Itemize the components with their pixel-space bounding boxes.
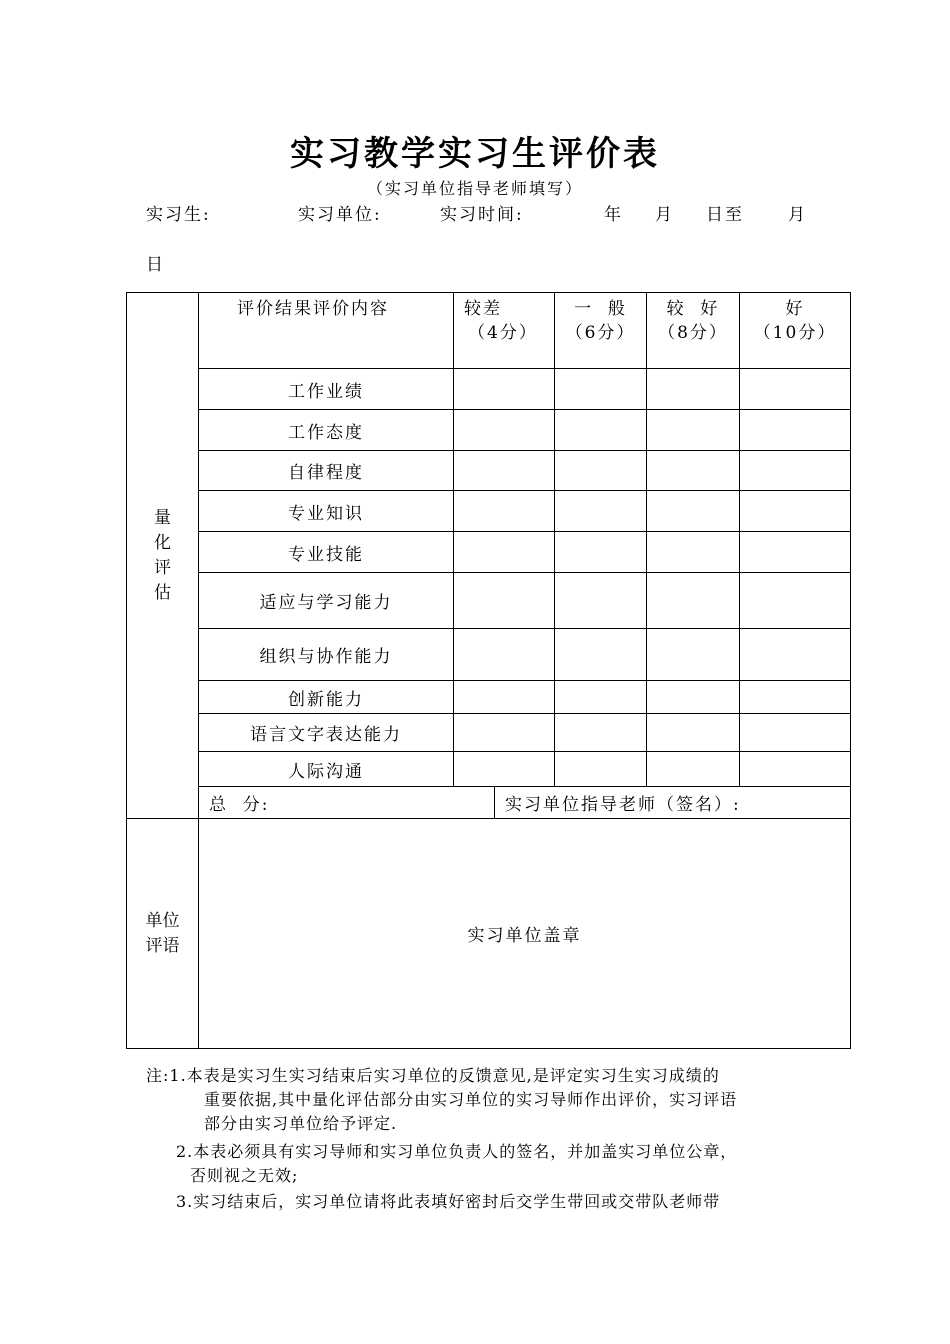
total-score-label: 总 分: [209, 795, 270, 815]
item-label: 创新能力 [199, 681, 454, 714]
grade-poor-cell [454, 293, 555, 369]
grade-fair-score: （6分） [565, 323, 636, 343]
table-row [127, 451, 851, 491]
score-cell[interactable] [740, 451, 851, 491]
notes-prefix: 注: [146, 1066, 170, 1085]
score-cell[interactable] [647, 451, 740, 491]
table-row [127, 629, 851, 681]
score-cell[interactable] [555, 752, 647, 787]
table-row [127, 369, 851, 410]
score-cell[interactable] [454, 714, 555, 752]
score-cell[interactable] [647, 532, 740, 573]
grade-poor-score: （4分） [468, 323, 538, 343]
grade-good-cell [647, 293, 740, 369]
score-cell[interactable] [740, 714, 851, 752]
score-cell[interactable] [454, 369, 555, 410]
score-cell[interactable] [555, 451, 647, 491]
comment-row [127, 819, 851, 1049]
total-score-field[interactable] [199, 787, 495, 819]
item-label: 专业知识 [199, 491, 454, 532]
score-cell[interactable] [555, 681, 647, 714]
total-row [127, 787, 851, 819]
note-2b: 否则视之无效; [190, 1166, 299, 1185]
comment-label-cell [127, 819, 199, 1049]
student-label: 实习生: [146, 205, 211, 225]
item-label: 工作业绩 [199, 369, 454, 410]
month2-label: 月 [788, 205, 807, 225]
note-2: 2.本表必须具有实习导师和实习单位负责人的签名，并加盖实习单位公章， [176, 1142, 738, 1161]
score-cell[interactable] [454, 629, 555, 681]
score-cell[interactable] [740, 369, 851, 410]
stamp-label: 实习单位盖章 [467, 926, 582, 946]
page-title: 实习教学实习生评价表 [290, 134, 660, 174]
notes [146, 1064, 737, 1214]
score-cell[interactable] [647, 629, 740, 681]
item-label: 适应与学习能力 [199, 573, 454, 629]
item-label: 工作态度 [199, 410, 454, 451]
score-cell[interactable] [454, 752, 555, 787]
score-cell[interactable] [740, 532, 851, 573]
score-cell[interactable] [740, 629, 851, 681]
note-1: 1.本表是实习生实习结束后实习单位的反馈意见,是评定实习生实习成绩的 [169, 1066, 720, 1085]
header-row [127, 293, 851, 369]
score-cell[interactable] [740, 491, 851, 532]
month-label: 月 [655, 205, 674, 225]
table-row [127, 491, 851, 532]
item-label: 自律程度 [199, 451, 454, 491]
item-label: 语言文字表达能力 [199, 714, 454, 752]
day2-label: 日 [146, 255, 165, 275]
grade-excellent-score: （10分） [753, 323, 837, 343]
table-row [127, 532, 851, 573]
year-label: 年 [604, 205, 623, 225]
section-label-cell [127, 293, 199, 819]
grade-excellent-label: 好 [785, 299, 805, 319]
header-content-cell [199, 293, 454, 369]
score-cell[interactable] [555, 629, 647, 681]
score-cell[interactable] [454, 451, 555, 491]
table-row [127, 752, 851, 787]
unit-label: 实习单位: [298, 205, 382, 225]
score-cell[interactable] [454, 573, 555, 629]
item-label: 专业技能 [199, 532, 454, 573]
note-1b: 重要依据,其中量化评估部分由实习单位的实习导师作出评价，实习评语 [204, 1090, 738, 1109]
item-label: 组织与协作能力 [199, 629, 454, 681]
header-content: 评价结果评价内容 [237, 299, 389, 319]
score-cell[interactable] [555, 369, 647, 410]
table-row [127, 573, 851, 629]
comment-label: 单位评语 [145, 910, 180, 956]
score-cell[interactable] [454, 681, 555, 714]
supervisor-signature-label: 实习单位指导老师（签名）: [505, 795, 741, 815]
grade-fair-cell [555, 293, 647, 369]
comment-field[interactable] [199, 819, 851, 1049]
score-cell[interactable] [555, 532, 647, 573]
time-label: 实习时间: [440, 205, 524, 225]
score-cell[interactable] [647, 491, 740, 532]
section-label: 量化评估 [154, 507, 171, 603]
score-cell[interactable] [647, 714, 740, 752]
day-to-label: 日至 [706, 205, 744, 225]
table-row [127, 410, 851, 451]
score-cell[interactable] [454, 410, 555, 451]
score-cell[interactable] [647, 752, 740, 787]
item-label: 人际沟通 [199, 752, 454, 787]
table-row [127, 714, 851, 752]
grade-good-label: 较 好 [666, 299, 720, 319]
score-cell[interactable] [740, 681, 851, 714]
page-subtitle: （实习单位指导老师填写） [366, 179, 583, 198]
grade-poor-label: 较差 [464, 299, 502, 319]
note-1c: 部分由实习单位给予评定. [204, 1114, 398, 1133]
score-cell[interactable] [740, 410, 851, 451]
supervisor-signature-field[interactable] [495, 787, 851, 819]
score-cell[interactable] [555, 491, 647, 532]
score-cell[interactable] [555, 714, 647, 752]
score-cell[interactable] [454, 532, 555, 573]
evaluation-table [126, 292, 851, 1049]
score-cell[interactable] [647, 410, 740, 451]
score-cell[interactable] [454, 491, 555, 532]
score-cell[interactable] [555, 573, 647, 629]
score-cell[interactable] [647, 681, 740, 714]
score-cell[interactable] [740, 752, 851, 787]
grade-excellent-cell [740, 293, 851, 369]
score-cell[interactable] [647, 369, 740, 410]
score-cell[interactable] [647, 573, 740, 629]
grade-fair-label: 一 般 [574, 299, 627, 319]
score-cell[interactable] [555, 410, 647, 451]
note-3: 3.实习结束后，实习单位请将此表填好密封后交学生带回或交带队老师带 [176, 1192, 721, 1211]
grade-good-score: （8分） [658, 323, 728, 343]
table-row [127, 681, 851, 714]
score-cell[interactable] [740, 573, 851, 629]
